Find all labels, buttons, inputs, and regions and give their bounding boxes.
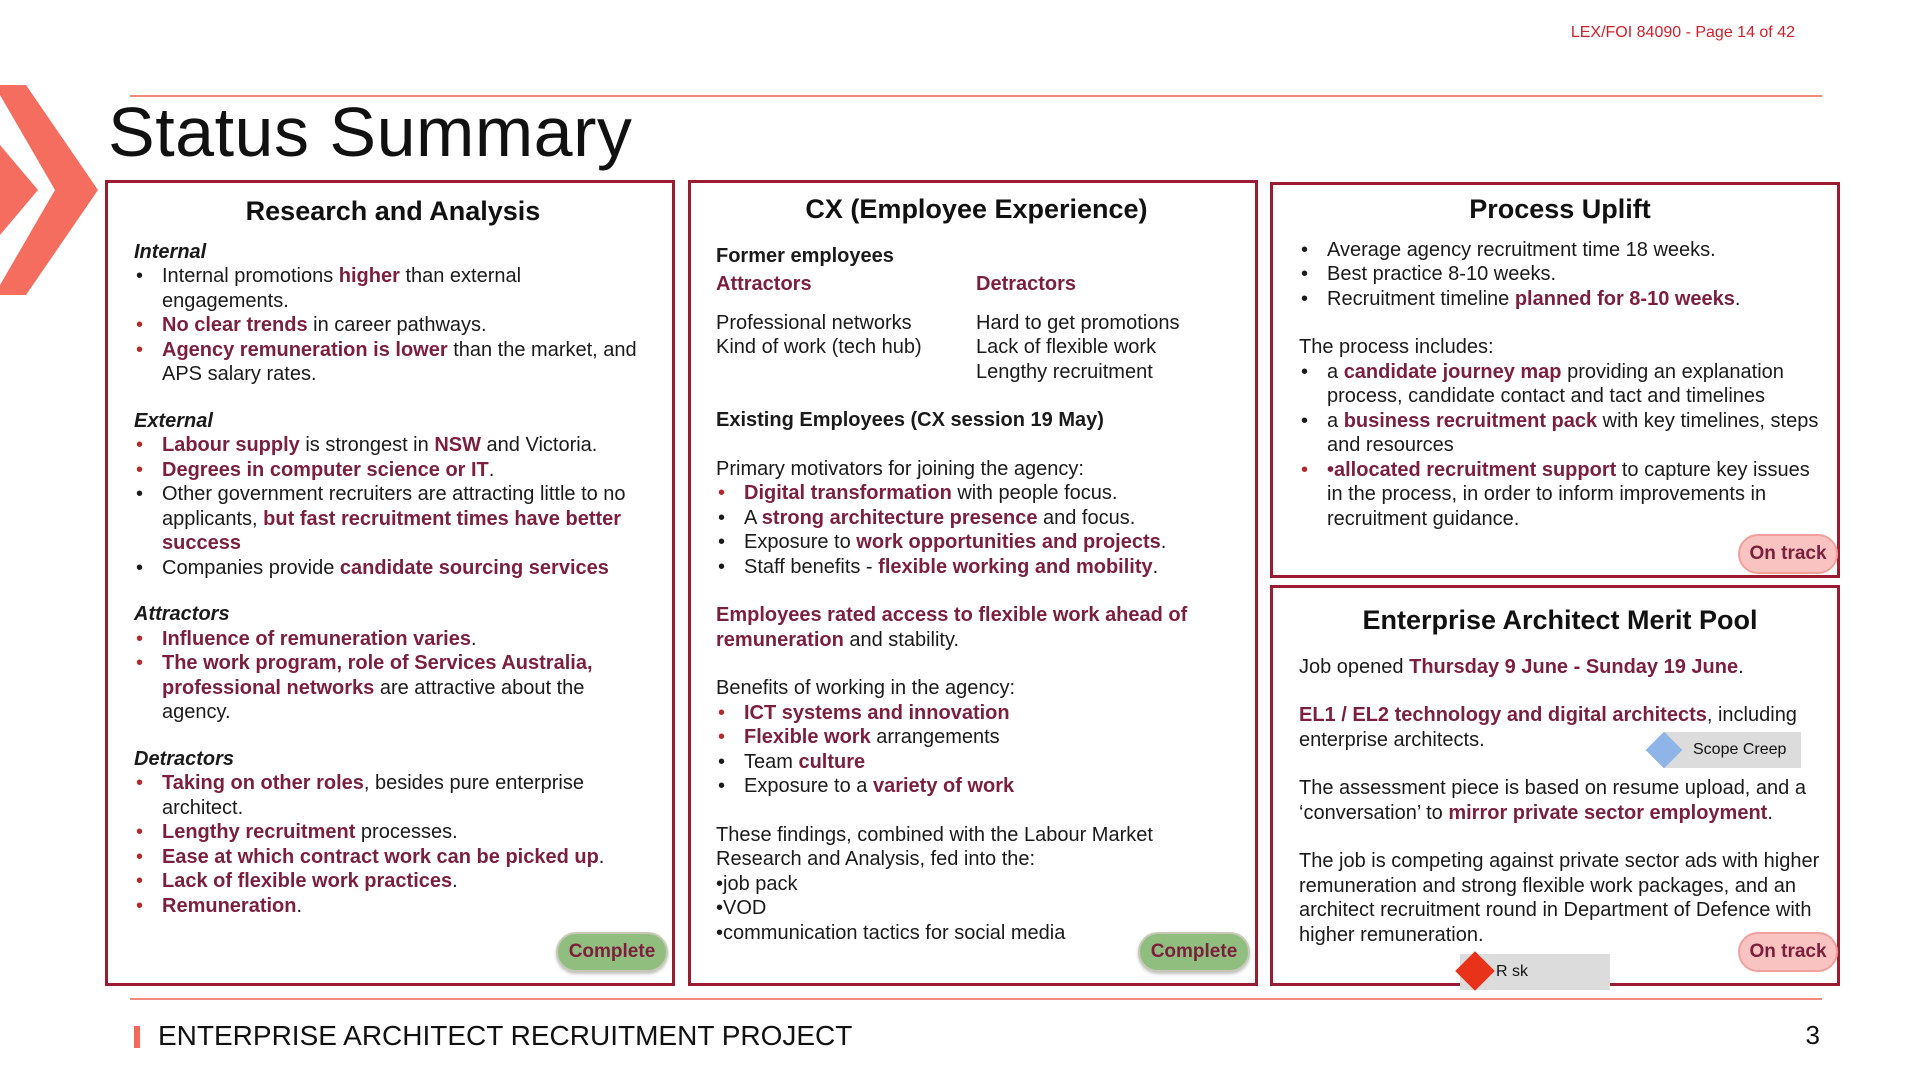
list-item: Lengthy recruitment	[976, 360, 1153, 383]
list-item: • Labour supply is strongest in NSW and Victoria.	[134, 433, 652, 458]
list-item: • No clear trends in career pathways.	[134, 313, 652, 338]
list-item: • Other government recruiters are attracting little to no applicants, but fast recruitment times have better success	[134, 482, 652, 556]
list-item: • Degrees in computer science or IT.	[134, 458, 652, 483]
el-roles-text: EL1 / EL2 technology and digital architects, including enterprise architects.	[1299, 704, 1797, 751]
job-opened-text: Job opened Thursday 9 June - Sunday 19 June.	[1299, 655, 1744, 678]
internal-list	[134, 264, 652, 387]
list-item: • Lengthy recruitment processes.	[134, 820, 652, 845]
list-item: • Agency remuneration is lower than the market, and APS salary rates.	[134, 338, 652, 387]
list-item: • Influence of remuneration varies.	[134, 627, 652, 652]
list-item: Lack of flexible work	[976, 336, 1157, 358]
list-item: • Average agency recruitment time 18 weeks.	[1299, 238, 1821, 263]
list-item: • Flexible work arrangements	[716, 725, 1237, 750]
list-item: • a business recruitment pack with key timelines, steps and resources	[1299, 409, 1821, 458]
list-item: Hard to get promotions	[976, 311, 1180, 334]
list-item: • The work program, role of Services Australia, professional networks are attractive about the agency.	[134, 651, 652, 725]
document-reference: LEX/FOI 84090 - Page 14 of 42	[1570, 24, 1795, 41]
detractors-list	[134, 771, 652, 918]
attractors-label: Attractors	[716, 273, 812, 295]
list-item: • Remuneration.	[134, 894, 652, 919]
includes-list	[1299, 360, 1821, 532]
bottom-divider	[130, 998, 1822, 1000]
detractors-label: Detractors	[976, 273, 1077, 295]
scope-creep-tag	[1663, 732, 1801, 768]
footer-accent-bar	[134, 1026, 140, 1048]
scope-creep-label: Scope Creep	[1693, 741, 1787, 758]
list-item: Professional networks	[716, 311, 912, 334]
attractors-list	[134, 627, 652, 725]
existing-heading: Existing Employees (CX session 19 May)	[716, 409, 1104, 431]
process-status-badge: On track	[1738, 534, 1838, 574]
benefits-list	[716, 701, 1237, 799]
process-title: Process Uplift	[1469, 194, 1651, 224]
list-item: • •allocated recruitment support to capture key issues in the process, in order to inform improvements in recruitment guidance.	[1299, 458, 1821, 532]
findings-intro: These findings, combined with the Labour Market Research and Analysis, fed into the:	[716, 823, 1153, 870]
list-item: • A strong architecture presence and focus.	[716, 506, 1237, 531]
detractors-heading: Detractors	[134, 747, 235, 770]
chevron-decoration	[0, 85, 110, 295]
rated-text: Employees rated access to flexible work ahead of remuneration and stability.	[716, 604, 1188, 651]
includes-intro: The process includes:	[1299, 336, 1494, 358]
process-bullets	[1299, 238, 1821, 312]
research-status-badge: Complete	[556, 932, 668, 972]
risk-label: R sk	[1496, 963, 1528, 980]
research-panel	[105, 180, 675, 986]
external-list	[134, 433, 652, 580]
list-item: • a candidate journey map providing an explanation process, candidate contact and tact and timelines	[1299, 360, 1821, 409]
motivators-intro: Primary motivators for joining the agency:	[716, 457, 1084, 480]
list-item: • Exposure to work opportunities and projects.	[716, 530, 1237, 555]
attractors-heading: Attractors	[134, 603, 230, 625]
list-item: •VOD	[716, 897, 767, 919]
cx-title: CX (Employee Experience)	[805, 194, 1148, 224]
process-panel	[1270, 182, 1840, 578]
list-item: • Best practice 8-10 weeks.	[1299, 262, 1821, 287]
competing-text: The job is competing against private sector ads with higher remuneration and strong flexible work packages, and an architect recruitment round in Department of Defence with higher remuneration.	[1299, 850, 1820, 946]
benefits-intro: Benefits of working in the agency:	[716, 677, 1016, 699]
merit-title: Enterprise Architect Merit Pool	[1362, 605, 1758, 635]
list-item: • Taking on other roles, besides pure enterprise architect.	[134, 771, 652, 820]
internal-heading: Internal	[134, 240, 207, 263]
footer-project-title: ENTERPRISE ARCHITECT RECRUITMENT PROJECT	[158, 1020, 853, 1051]
external-heading: External	[134, 409, 213, 432]
research-title: Research and Analysis	[245, 196, 541, 226]
list-item: • Recruitment timeline planned for 8-10 weeks.	[1299, 287, 1821, 312]
former-heading: Former employees	[716, 244, 894, 267]
list-item: • Staff benefits - flexible working and mobility.	[716, 555, 1237, 580]
merit-status-badge: On track	[1738, 932, 1838, 972]
list-item: • Digital transformation with people focus.	[716, 481, 1237, 506]
motivators-list	[716, 481, 1237, 579]
assessment-text: The assessment piece is based on resume upload, and a ‘conversation’ to mirror private sector employment.	[1299, 777, 1806, 824]
list-item: • Exposure to a variety of work	[716, 774, 1237, 799]
list-item: • Lack of flexible work practices.	[134, 869, 652, 894]
merit-panel	[1270, 585, 1840, 986]
list-item: •communication tactics for social media	[716, 921, 1066, 944]
list-item: • Ease at which contract work can be picked up.	[134, 845, 652, 870]
page-number: 3	[1805, 1020, 1820, 1050]
list-item: • ICT systems and innovation	[716, 701, 1237, 726]
cx-panel	[688, 180, 1258, 986]
page-title: Status Summary	[108, 93, 633, 171]
cx-status-badge: Complete	[1138, 932, 1250, 972]
list-item: • Companies provide candidate sourcing services	[134, 556, 652, 581]
list-item: • Team culture	[716, 750, 1237, 775]
list-item: •job pack	[716, 872, 798, 895]
list-item: • Internal promotions higher than external engagements.	[134, 264, 652, 313]
list-item: Kind of work (tech hub)	[716, 336, 922, 358]
